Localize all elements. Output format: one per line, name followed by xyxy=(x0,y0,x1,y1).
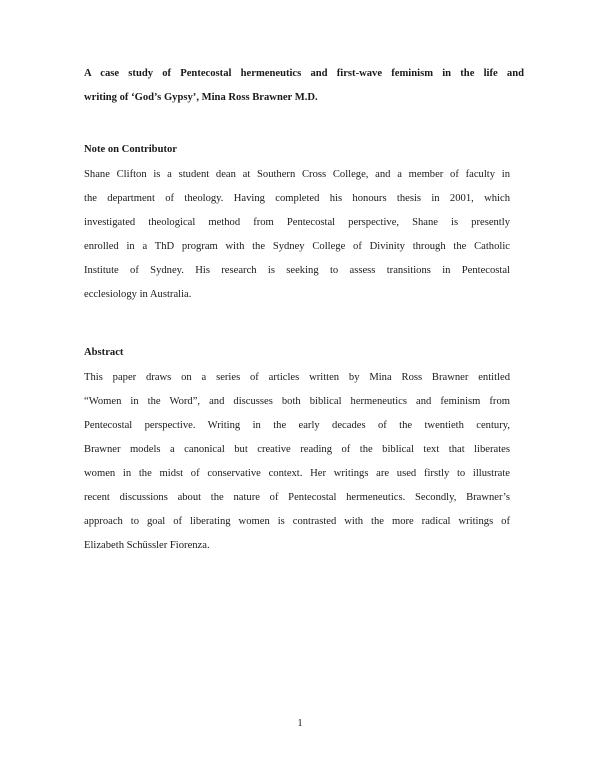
abstract-line: recent discussions about the nature of Pentecostal hermeneutics. Secondly, Brawner’s xyxy=(84,492,510,503)
abstract-line: Elizabeth Schüssler Fiorenza. xyxy=(84,540,210,551)
page-number: 1 xyxy=(297,718,303,729)
abstract-line: This paper draws on a series of articles written by Mina Ross Brawner entitled xyxy=(84,372,510,383)
paper-title-line-2: writing of ‘God’s Gypsy’, Mina Ross Brawner M.D. xyxy=(84,92,318,103)
abstract-line: women in the midst of conservative context. Her writings are used firstly to illustrate xyxy=(84,468,510,479)
paper-title xyxy=(84,62,524,110)
abstract-line: approach to goal of liberating women is contrasted with the more radical writings of xyxy=(84,516,510,527)
contributor-line: Shane Clifton is a student dean at Southern Cross College, and a member of faculty in xyxy=(84,169,510,180)
abstract-line: Pentecostal perspective. Writing in the early decades of the twentieth century, xyxy=(84,420,510,431)
abstract-heading: Abstract xyxy=(84,347,124,358)
contributor-heading: Note on Contributor xyxy=(84,144,177,155)
contributor-line: ecclesiology in Australia. xyxy=(84,289,192,300)
contributor-line: the department of theology. Having completed his honours thesis in 2001, which xyxy=(84,193,510,204)
abstract-paragraph xyxy=(84,366,510,558)
contributor-line: enrolled in a ThD program with the Sydney College of Divinity through the Catholic xyxy=(84,241,510,252)
contributor-paragraph xyxy=(84,163,510,307)
contributor-line: Institute of Sydney. His research is seeking to assess transitions in Pentecostal xyxy=(84,265,510,276)
abstract-line: “Women in the Word”, and discusses both biblical hermeneutics and feminism from xyxy=(84,396,510,407)
abstract-line: Brawner models a canonical but creative reading of the biblical text that liberates xyxy=(84,444,510,455)
contributor-line: investigated theological method from Pentecostal perspective, Shane is presently xyxy=(84,217,510,228)
paper-title-line-1: A case study of Pentecostal hermeneutics and first-wave feminism in the life and xyxy=(84,68,524,79)
